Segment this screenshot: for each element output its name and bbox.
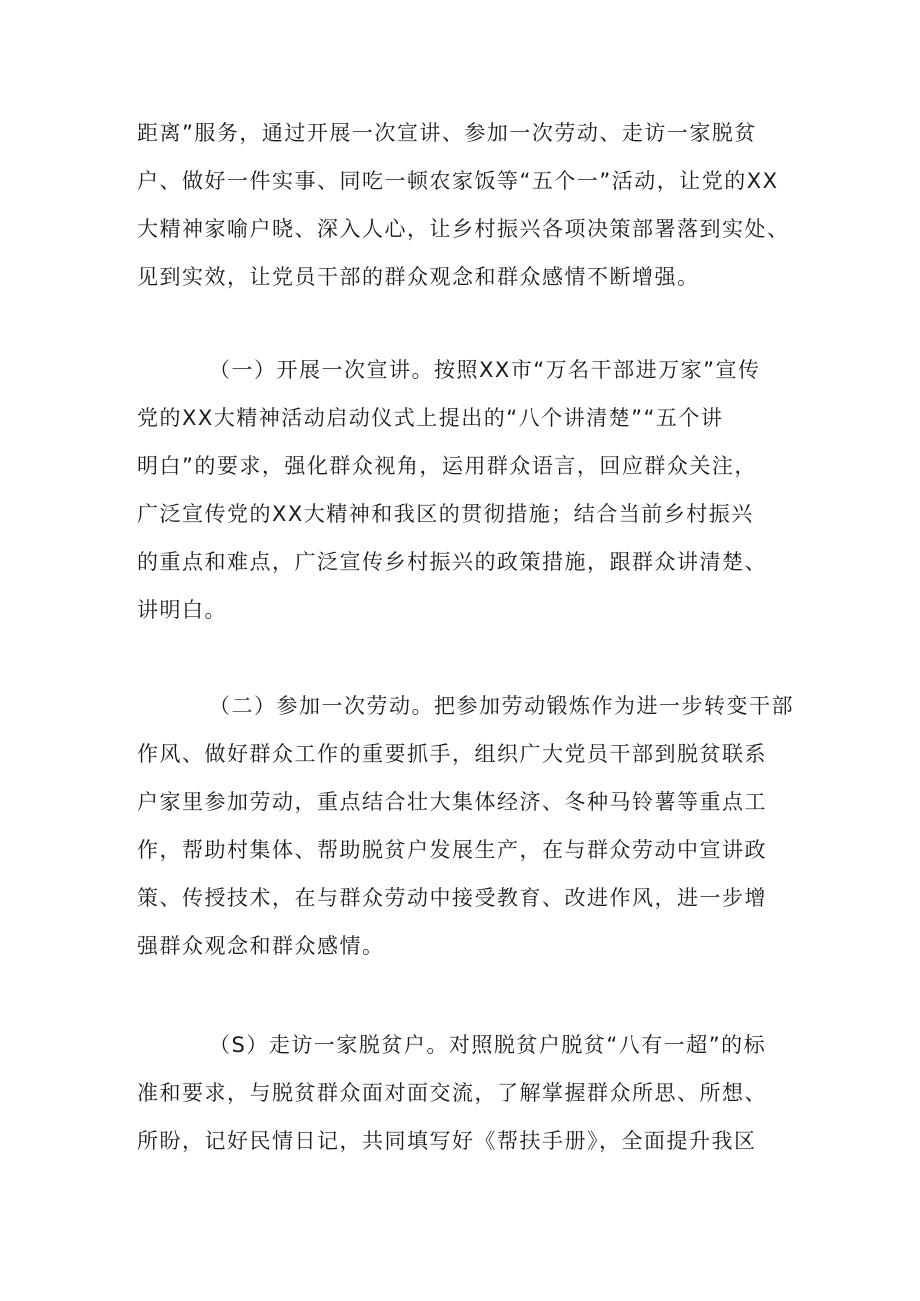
text-line: 准和要求，与脱贫群众面对面交流，了解掌握群众所思、所想、 <box>137 1081 767 1105</box>
text-line: 所盼，记好民情日记，共同填写好《帮扶手册》，全面提升我区 <box>137 1129 757 1153</box>
section-heading-line: （S）走访一家脱贫户。对照脱贫户脱贫“八有一超”的标 <box>209 1033 767 1057</box>
text-line: 作风、做好群众工作的重要抓手，组织广大党员干部到脱贫联系 <box>137 742 767 766</box>
text-line: 见到实效，让党员干部的群众观念和群众感情不断增强。 <box>137 265 700 289</box>
text-line: 党的XX大精神活动启动仪式上提出的“八个讲清楚”“五个讲 <box>137 406 724 430</box>
text-line: 户家里参加劳动，重点结合壮大集体经济、冬种马铃薯等重点工 <box>137 790 767 814</box>
paragraph-section-3 <box>137 1021 797 1165</box>
text-line: 的重点和难点，广泛宣传乡村振兴的政策措施，跟群众讲清楚、 <box>137 550 767 574</box>
paragraph-section-1 <box>137 346 797 634</box>
section-heading-line: （二）参加一次劳动。把参加劳动锻炼作为进一步转变干部 <box>209 694 794 718</box>
paragraph-intro-continued <box>137 109 797 301</box>
text-line: 明白”的要求，强化群众视角，运用群众语言，回应群众关注， <box>137 454 757 478</box>
text-line: 强群众观念和群众感情。 <box>137 934 385 958</box>
paragraph-section-2 <box>137 682 797 970</box>
section-heading-line: （一）开展一次宣讲。按照XX市“万名干部进万家”宣传 <box>209 358 761 382</box>
text-line: 距离”服务，通过开展一次宣讲、参加一次劳动、走访一家脱贫 <box>137 121 757 145</box>
text-line: 讲明白。 <box>137 598 227 622</box>
text-line: 作，帮助村集体、帮助脱贫户发展生产，在与群众劳动中宣讲政 <box>137 838 767 862</box>
text-line: 大精神家喻户晓、深入人心，让乡村振兴各项决策部署落到实处、 <box>137 217 790 241</box>
text-line: 广泛宣传党的XX大精神和我区的贯彻措施；结合当前乡村振兴 <box>137 502 754 526</box>
text-line: 策、传授技术，在与群众劳动中接受教育、改进作风，进一步增 <box>137 886 767 910</box>
text-line: 户、做好一件实事、同吃一顿农家饭等“五个一”活动，让党的XX <box>137 169 779 193</box>
